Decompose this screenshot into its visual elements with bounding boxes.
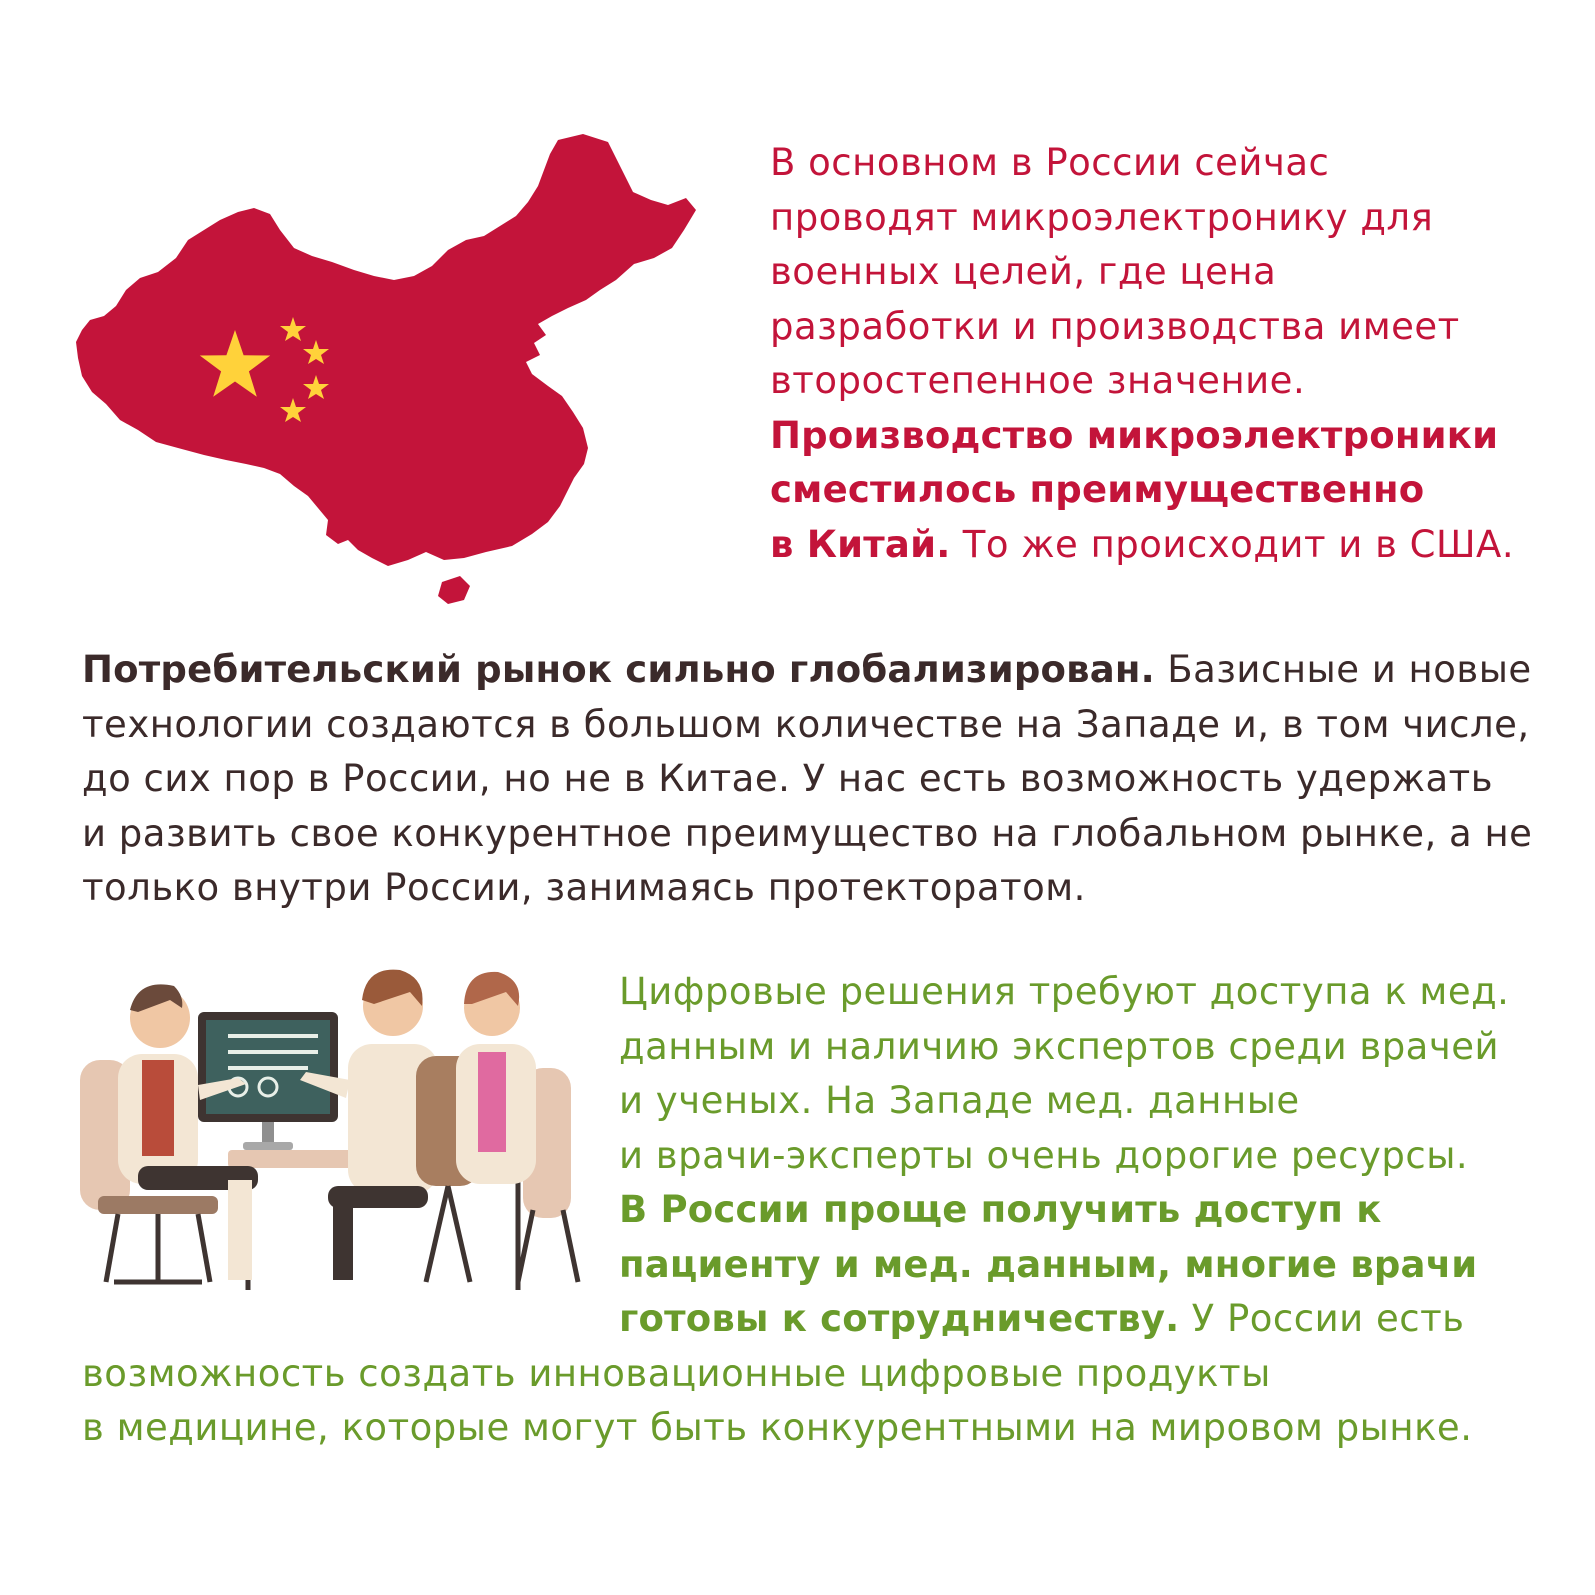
highlight-line: В России проще получить доступ к xyxy=(619,1188,1382,1231)
highlight-text: Потребительский рынок сильно глобализирован. xyxy=(82,648,1155,691)
text-line xyxy=(82,643,1532,698)
text-line: разработки и производства имеет xyxy=(770,304,1460,348)
text-line: и врачи-эксперты очень дорогие ресурсы. xyxy=(619,1133,1469,1177)
text-line: второстепенное значение. xyxy=(770,359,1306,402)
text-line: и ученых. На Западе мед. данные xyxy=(619,1079,1300,1122)
text-line: только внутри России, занимаясь протекторатом. xyxy=(82,866,1086,909)
text-line xyxy=(770,518,1514,573)
text-segment: Базисные и новые xyxy=(1154,648,1532,691)
highlight-line: Производство микроэлектроники xyxy=(770,413,1499,457)
text-line: военных целей, где цена xyxy=(770,250,1277,293)
highlight-text: готовы к сотрудничеству. xyxy=(619,1297,1180,1340)
text-line: проводят микроэлектронику для xyxy=(770,195,1434,239)
text-line xyxy=(82,1292,1509,1347)
highlight-text: в Китай. xyxy=(770,522,951,566)
text-segment: У России есть xyxy=(1179,1297,1465,1340)
highlight-line: сместилось преимущественно xyxy=(770,468,1425,511)
highlight-line: пациенту и мед. данным, многие врачи xyxy=(619,1242,1478,1286)
text-line: возможность создать инновационные цифровые продукты xyxy=(82,1351,1271,1395)
china-map-shape xyxy=(76,134,696,566)
text-line: В основном в России сейчас xyxy=(770,141,1330,184)
china-microelectronics-paragraph xyxy=(770,136,1514,572)
text-segment: То же происходит и в США. xyxy=(950,522,1515,566)
text-line: Цифровые решения требуют доступа к мед. xyxy=(619,970,1510,1013)
text-line: до сих пор в России, но не в Китае. У нас есть возможность удержать xyxy=(82,757,1494,800)
text-line: данным и наличию экспертов среди врачей xyxy=(619,1024,1500,1068)
text-line: и развить свое конкурентное преимущество на глобальном рынке, а не xyxy=(82,811,1533,855)
china-map-icon xyxy=(68,130,708,625)
hainan-island-shape xyxy=(438,576,470,604)
text-line: в медицине, которые могут быть конкурентными на мировом рынке. xyxy=(82,1406,1473,1449)
consumer-market-paragraph xyxy=(82,643,1532,916)
digital-medicine-paragraph xyxy=(82,965,1509,1456)
text-line: технологии создаются в большом количестве на Западе и, в том числе, xyxy=(82,702,1530,746)
